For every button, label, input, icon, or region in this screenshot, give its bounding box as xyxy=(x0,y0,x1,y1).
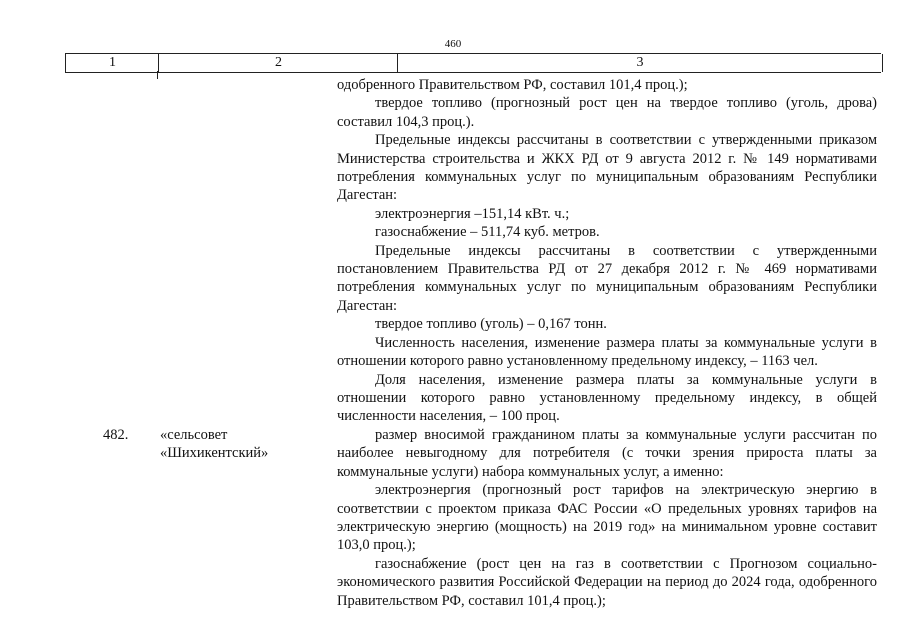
paragraph: твердое топливо (прогнозный рост цен на твердое топливо (уголь, дрова) составил 104,3 проц.). xyxy=(337,95,877,130)
municipality-name xyxy=(160,426,268,463)
row-description xyxy=(337,426,877,610)
municipality-name-line2: «Шихикентский» xyxy=(160,445,269,462)
paragraph: размер вносимой гражданином платы за коммунальные услуги рассчитан по наиболее невыгодному для потребителя (с точки зрения прироста платы за коммунальные услуги) набора коммунальных услуг, а именно: xyxy=(337,427,877,480)
continued-description xyxy=(337,76,877,426)
header-col-1: 1 xyxy=(65,54,159,72)
table-header-row xyxy=(65,53,881,73)
paragraph: одобренного Правительством РФ, составил 101,4 проц.); xyxy=(337,77,688,93)
column-divider xyxy=(157,71,158,79)
paragraph: электроэнергия –151,14 кВт. ч.; xyxy=(375,205,570,222)
paragraph: газоснабжение (рост цен на газ в соответствии с Прогнозом социально-экономического развития Российской Федерации на период до 2024 года, одобренного Правительством РФ, составил 101,4 проц.); xyxy=(337,555,877,609)
row-number: 482. xyxy=(103,427,129,443)
paragraph: газоснабжение – 511,74 куб. метров. xyxy=(375,224,600,241)
header-col-3: 3 xyxy=(397,54,883,72)
header-col-2: 2 xyxy=(158,54,398,72)
paragraph: Численность населения, изменение размера платы за коммунальные услуги в отношении которого равно установленному предельному индексу, – 1163 чел. xyxy=(337,334,877,370)
paragraph: Доля населения, изменение размера платы за коммунальные услуги в отношении которого равно установленному предельному индексу, в общей численности населения, – 100 проц. xyxy=(337,371,877,425)
page-number: 460 xyxy=(444,38,462,50)
municipality-name-line1: «сельсовет xyxy=(160,427,228,443)
paragraph: твердое топливо (уголь) – 0,167 тонн. xyxy=(375,316,607,333)
paragraph: Предельные индексы рассчитаны в соответствии с утвержденными приказом Министерства строительства и ЖКХ РД от 9 августа 2012 г. № 149 нормативами потребления коммунальных услуг по муниципальным образованиям Республики Дагестан: xyxy=(337,132,877,204)
paragraph: электроэнергия (прогнозный рост тарифов на электрическую энергию в соответствии с проектом приказа ФАС России «О предельных уровнях тарифов на электрическую энергию (мощность) на 2019 год» на минимальном уровне составит 103,0 проц.); xyxy=(337,482,877,554)
paragraph: Предельные индексы рассчитаны в соответствии с утвержденными постановлением Правительства РД от 27 декабря 2012 г. № 469 нормативами потребления коммунальных услуг по муниципальным образованиям Республики Дагестан: xyxy=(337,242,877,314)
